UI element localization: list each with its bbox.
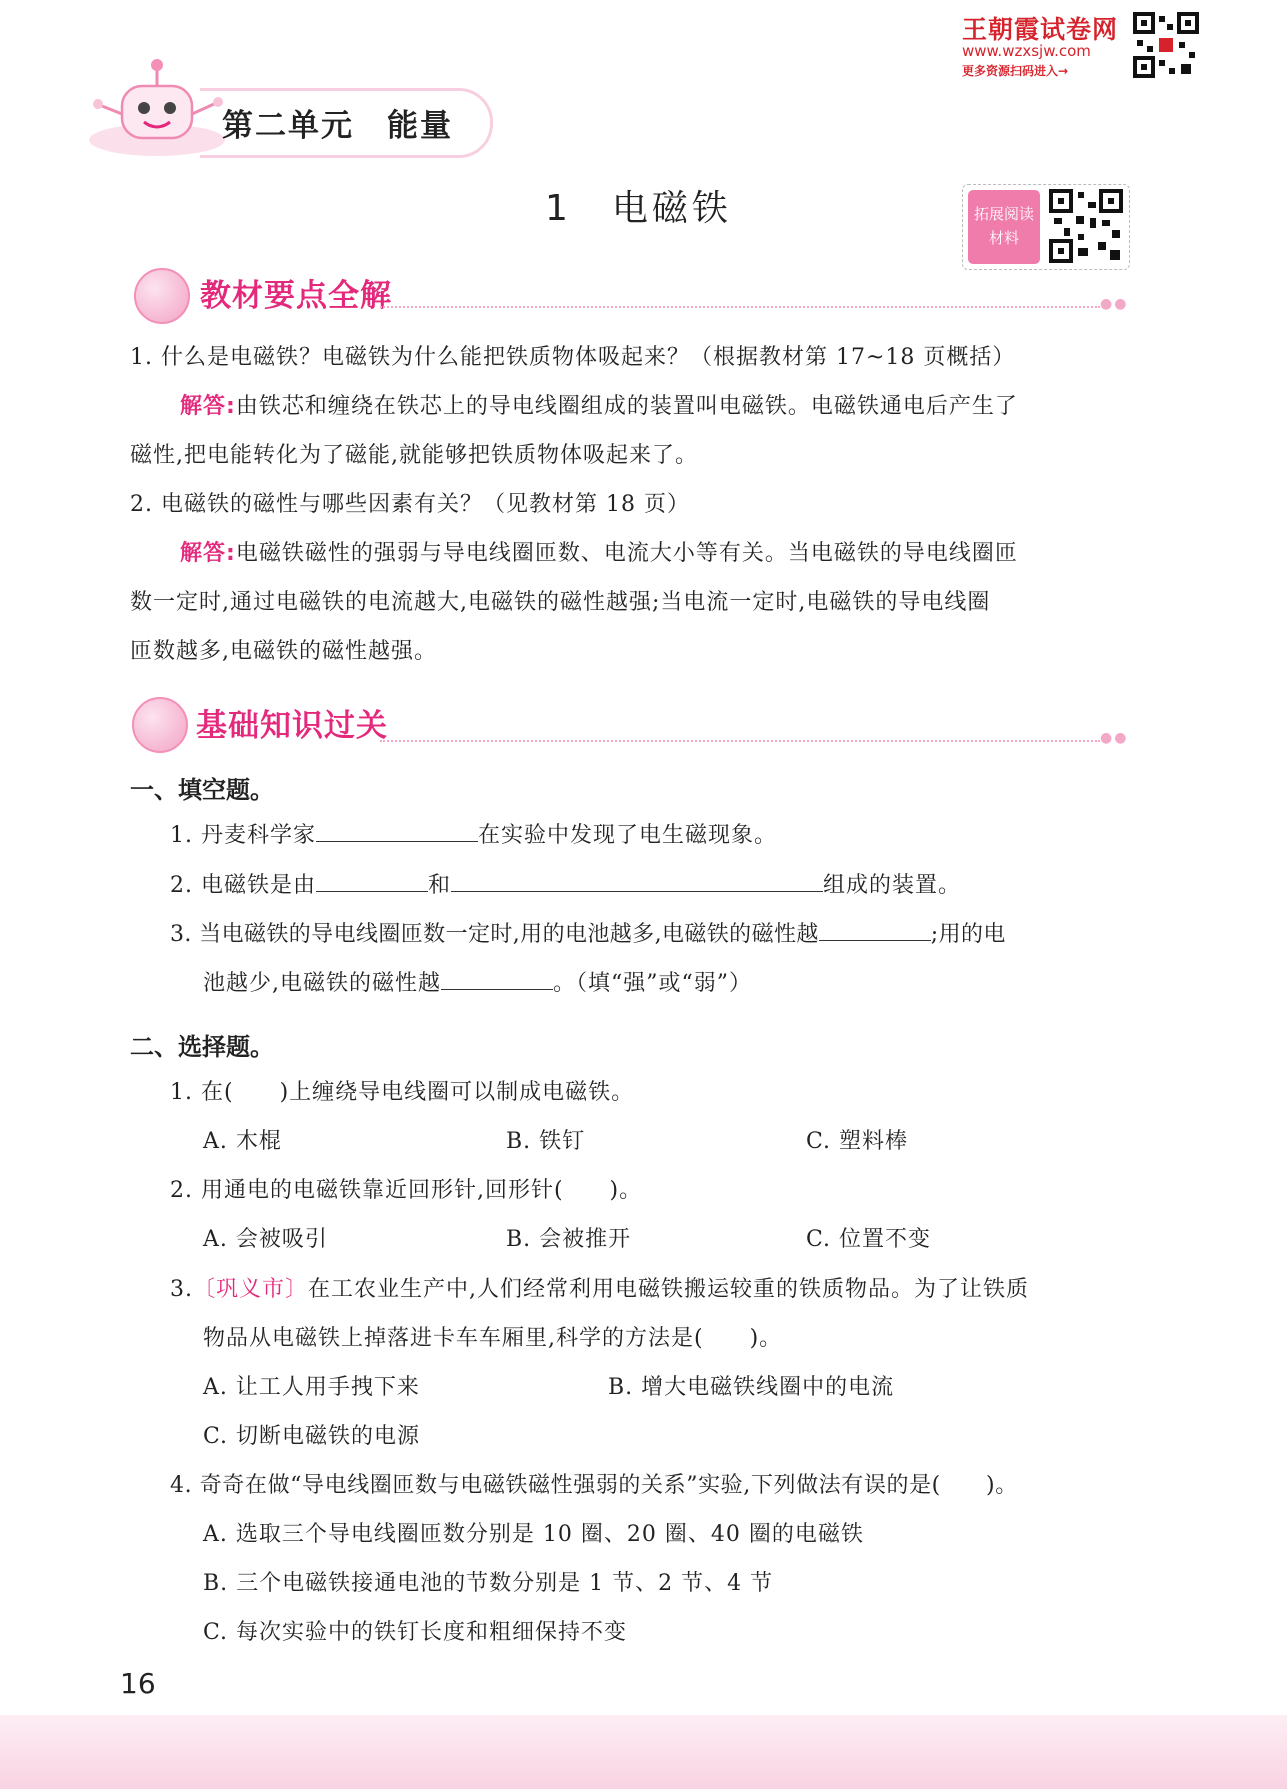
choice-option[interactable]: B. 增大电磁铁线圈中的电流 (608, 1375, 895, 1400)
section-cartoon-icon (134, 268, 190, 324)
choice-option[interactable]: B. 铁钉 (506, 1129, 586, 1154)
question-number: 3. (170, 1277, 193, 1302)
fill-q3-text-d: 。（填“强”或“弱”） (553, 971, 752, 996)
answer-1-line-1: 由铁芯和缠绕在铁芯上的导电线圈组成的装置叫电磁铁。电磁铁通电后产生了 (235, 394, 1018, 419)
choice-option[interactable]: C. 每次实验中的铁钉长度和粗细保持不变 (203, 1620, 628, 1645)
fill-question-2 (170, 868, 961, 899)
qr-code-icon[interactable] (1048, 188, 1124, 264)
region-tag: 〔巩义市〕 (193, 1277, 309, 1302)
fill-q1-text-b: 在实验中发现了电生磁现象。 (477, 823, 777, 848)
choice-question-3 (170, 1272, 1029, 1303)
choice-option[interactable]: A. 会被吸引 (203, 1227, 328, 1252)
choice-option[interactable]: B. 三个电磁铁接通电池的节数分别是 1 节、2 节、4 节 (203, 1571, 774, 1596)
fill-blank-heading: 一、填空题。 (130, 776, 274, 804)
page-number: 16 (120, 1667, 156, 1700)
choice-option[interactable]: A. 让工人用手拽下来 (203, 1375, 420, 1400)
extended-reading-line2: 材料 (988, 229, 1019, 247)
unit-title: 第二单元 能量 (222, 108, 453, 144)
answer-1-line-2: 磁性,把电能转化为了磁能,就能够把铁质物体吸起来了。 (130, 443, 698, 468)
section-cartoon-icon (132, 697, 188, 753)
fill-question-3-cont (203, 966, 752, 997)
fill-question-1 (170, 818, 777, 849)
fill-q3-text-c: 池越少,电磁铁的磁性越 (203, 971, 441, 996)
answer-2-line-2: 数一定时,通过电磁铁的电流越大,电磁铁的磁性越强;当电流一定时,电磁铁的导电线圈 (130, 590, 991, 615)
choice-heading: 二、选择题。 (130, 1033, 274, 1061)
choice-option[interactable]: A. 选取三个导电线圈匝数分别是 10 圈、20 圈、40 圈的电磁铁 (203, 1522, 864, 1547)
fill-q3-text-b: ;用的电 (930, 922, 1006, 947)
answer-2-line-1: 电磁铁磁性的强弱与导电线圈匝数、电流大小等有关。当电磁铁的导电线圈匝 (235, 541, 1018, 566)
answer-blank[interactable] (316, 841, 478, 842)
question-1: 1. 什么是电磁铁？电磁铁为什么能把铁质物体吸起来？（根据教材第 17~18 页概括） (130, 345, 1016, 370)
fill-q2-text-c: 组成的装置。 (823, 873, 962, 898)
lesson-title: 1 电磁铁 (545, 188, 732, 229)
site-tagline: 更多资源扫码进入→ (962, 64, 1069, 78)
answer-2-line-3: 匝数越多,电磁铁的磁性越强。 (130, 639, 437, 664)
choice-option[interactable]: C. 塑料棒 (806, 1129, 909, 1154)
section1-title: 教材要点全解 (200, 278, 392, 314)
choice-q3-line-2: 物品从电磁铁上掉落进卡车车厢里,科学的方法是( )。 (203, 1326, 783, 1351)
section-divider-dots: ●● (1100, 296, 1129, 312)
fill-q2-text-a: 2. 电磁铁是由 (170, 873, 316, 898)
choice-option[interactable]: C. 切断电磁铁的电源 (203, 1424, 421, 1449)
choice-option[interactable]: A. 木棍 (203, 1129, 282, 1154)
section-divider (380, 740, 1100, 742)
fill-q2-text-b: 和 (427, 873, 451, 898)
choice-question-4: 4. 奇奇在做“导电线圈匝数与电磁铁磁性强弱的关系”实验,下列做法有误的是( )。 (170, 1473, 1018, 1498)
answer-label: 解答: (180, 541, 236, 566)
question-2: 2. 电磁铁的磁性与哪些因素有关？（见教材第 18 页） (130, 492, 690, 517)
robot-mascot-icon (82, 56, 232, 160)
fill-q1-text-a: 1. 丹麦科学家 (170, 823, 316, 848)
choice-option[interactable]: C. 位置不变 (806, 1227, 932, 1252)
choice-option[interactable]: B. 会被推开 (506, 1227, 632, 1252)
footer-band (0, 1715, 1287, 1789)
section-divider (380, 306, 1100, 308)
answer-blank[interactable] (451, 891, 823, 892)
section2-title: 基础知识过关 (196, 708, 388, 744)
choice-q3-line-1: 在工农业生产中,人们经常利用电磁铁搬运较重的铁质物品。为了让铁质 (308, 1277, 1030, 1302)
extended-reading-line1: 拓展阅读 (973, 205, 1034, 223)
answer-blank[interactable] (316, 891, 428, 892)
fill-question-3 (170, 917, 1006, 948)
answer-blank[interactable] (819, 940, 931, 941)
choice-question-2: 2. 用通电的电磁铁靠近回形针,回形针( )。 (170, 1178, 643, 1203)
section-divider-dots: ●● (1100, 730, 1129, 746)
fill-q3-text-a: 3. 当电磁铁的导电线圈匝数一定时,用的电池越多,电磁铁的磁性越 (170, 922, 819, 947)
answer-label: 解答: (180, 394, 236, 419)
site-name-watermark: 王朝霞试卷网 (962, 15, 1119, 44)
qr-code-icon (1133, 12, 1199, 78)
answer-blank[interactable] (441, 989, 553, 990)
extended-reading-label (968, 190, 1040, 264)
choice-question-1: 1. 在( )上缠绕导电线圈可以制成电磁铁。 (170, 1080, 635, 1105)
site-url-watermark: www.wzxsjw.com (962, 42, 1091, 60)
